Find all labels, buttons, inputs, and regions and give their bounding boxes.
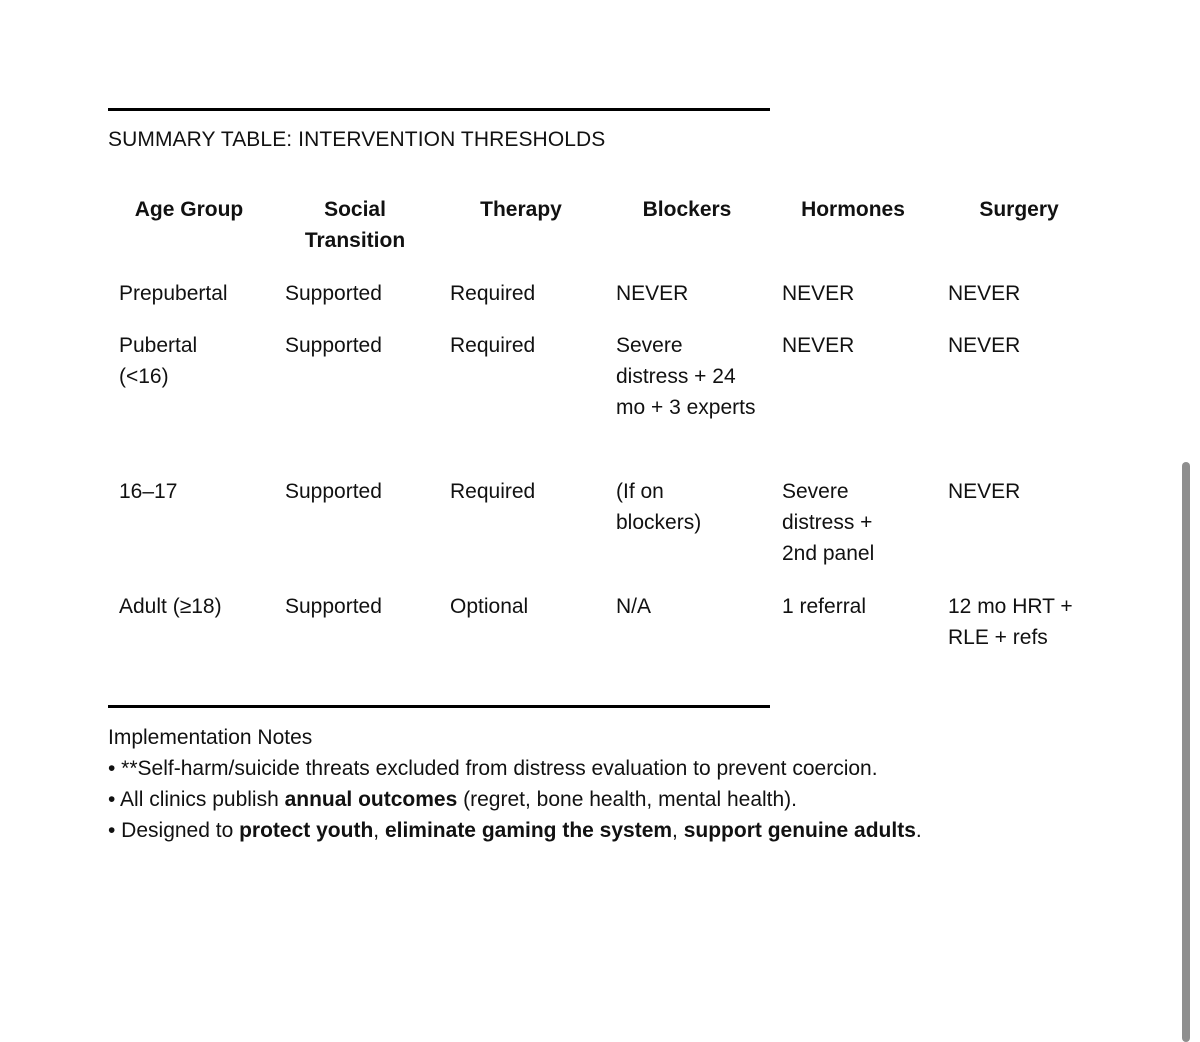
- vertical-scrollbar[interactable]: [1182, 462, 1190, 1042]
- cell-16-17-age: 16–17: [119, 480, 178, 503]
- cell-pubertal-surgery: NEVER: [948, 334, 1021, 357]
- cell-adult-hormones: 1 referral: [782, 595, 867, 618]
- cell-adult-surgery: 12 mo HRT + RLE + refs: [948, 595, 1073, 649]
- cell-pubertal-social: Supported: [285, 334, 382, 357]
- cell-prepubertal-social: Supported: [285, 282, 382, 305]
- cell-adult-therapy: Optional: [450, 595, 529, 618]
- cell-16-17-social: Supported: [285, 480, 382, 503]
- cell-prepubertal-therapy: Required: [450, 282, 536, 305]
- cell-adult-age: Adult (≥18): [119, 595, 222, 618]
- notes-heading: Implementation Notes: [108, 726, 313, 749]
- cell-prepubertal-surgery: NEVER: [948, 282, 1021, 305]
- cell-prepubertal-blockers: NEVER: [616, 282, 689, 305]
- note-bullet-design-goals: • Designed to protect youth, eliminate gaming the system, support genuine adults.: [108, 819, 922, 842]
- cell-16-17-hormones: Severe distress + 2nd panel: [782, 480, 875, 565]
- header-social-transition: Social Transition: [304, 198, 406, 252]
- cell-pubertal-hormones: NEVER: [782, 334, 855, 357]
- table-title: SUMMARY TABLE: INTERVENTION THRESHOLDS: [108, 128, 606, 151]
- note-bullet-annual-outcomes: • All clinics publish annual outcomes (regret, bone health, mental health).: [108, 788, 797, 811]
- header-surgery: Surgery: [979, 198, 1059, 221]
- header-blockers: Blockers: [642, 198, 732, 221]
- cell-pubertal-age: Pubertal (<16): [119, 334, 198, 388]
- cell-prepubertal-hormones: NEVER: [782, 282, 855, 305]
- cell-16-17-therapy: Required: [450, 480, 536, 503]
- cell-prepubertal-age: Prepubertal: [119, 282, 228, 305]
- header-therapy: Therapy: [480, 198, 562, 221]
- implementation-notes: [108, 722, 922, 846]
- header-age-group: Age Group: [134, 198, 244, 221]
- cell-pubertal-therapy: Required: [450, 334, 536, 357]
- top-divider: [108, 108, 770, 111]
- cell-pubertal-blockers: Severe distress + 24 mo + 3 experts: [616, 334, 756, 419]
- cell-adult-social: Supported: [285, 595, 382, 618]
- bottom-divider: [108, 705, 770, 708]
- cell-16-17-blockers: (If on blockers): [616, 480, 702, 534]
- cell-16-17-surgery: NEVER: [948, 480, 1021, 503]
- header-hormones: Hormones: [801, 198, 905, 221]
- note-bullet-self-harm: • **Self-harm/suicide threats excluded from distress evaluation to prevent coercion.: [108, 757, 878, 780]
- cell-adult-blockers: N/A: [616, 595, 652, 618]
